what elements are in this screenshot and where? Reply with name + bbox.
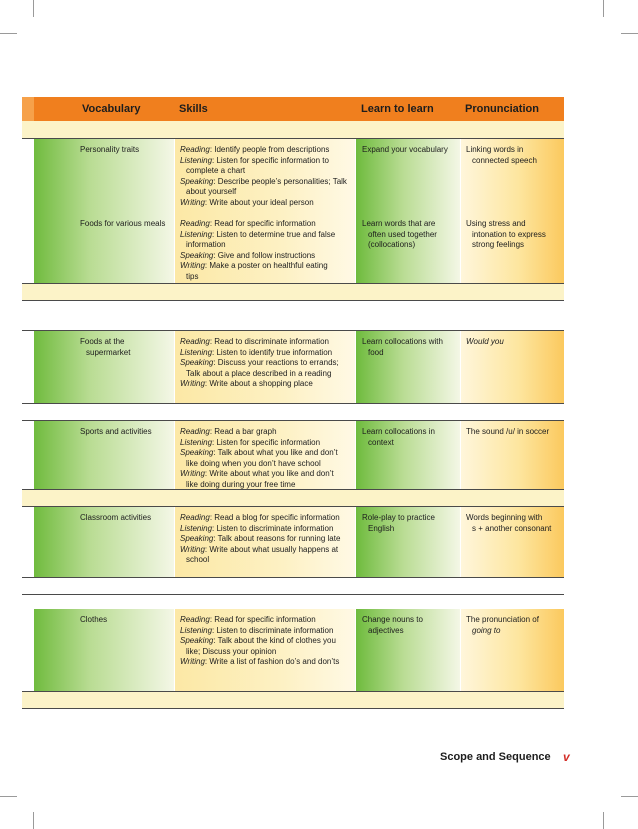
vocabulary-text: Clothes bbox=[80, 615, 108, 624]
skill-label: Reading bbox=[180, 219, 210, 228]
header-skills: Skills bbox=[179, 103, 208, 115]
horizontal-rule bbox=[22, 330, 564, 331]
horizontal-rule bbox=[22, 300, 564, 301]
skill-text: The sound /u/ in soccer bbox=[466, 427, 550, 436]
skill-label: Reading bbox=[180, 145, 210, 154]
horizontal-rule bbox=[22, 489, 564, 490]
skills-line bbox=[180, 534, 340, 545]
skill-text: : Read for specific information bbox=[209, 219, 316, 228]
vocabulary-cell bbox=[80, 337, 130, 358]
skills-line bbox=[180, 166, 347, 177]
crop-mark bbox=[621, 796, 638, 797]
learn-to-learn-cell bbox=[362, 427, 435, 448]
pronunciation-text bbox=[466, 219, 546, 230]
vocabulary-text: Classroom activities bbox=[80, 513, 152, 522]
vocabulary-cell bbox=[80, 513, 151, 524]
table-row bbox=[22, 507, 564, 577]
skill-label: Speaking bbox=[180, 176, 214, 186]
skill-text: : Read a bar graph bbox=[209, 427, 277, 436]
skill-label: Writing bbox=[180, 544, 205, 554]
skills-line bbox=[180, 448, 338, 459]
pronunciation-text bbox=[466, 427, 549, 438]
skill-label: Speaking bbox=[180, 448, 214, 457]
skills-line bbox=[180, 240, 335, 251]
learn-to-learn-text: context bbox=[368, 437, 394, 447]
learn-to-learn-text: adjectives bbox=[368, 625, 404, 635]
skills-line bbox=[180, 469, 338, 480]
horizontal-rule bbox=[22, 594, 564, 595]
skills-line bbox=[180, 524, 340, 535]
skills-line bbox=[180, 177, 347, 188]
skill-text: connected speech bbox=[472, 155, 537, 165]
pronunciation-cell bbox=[466, 145, 537, 166]
skills-cell bbox=[180, 427, 338, 490]
skill-text: going to bbox=[472, 625, 501, 635]
skill-text: : Read to discriminate information bbox=[209, 337, 329, 346]
skill-text: like; Discuss your opinion bbox=[186, 646, 277, 656]
skill-text: : Make a poster on healthful eating bbox=[204, 261, 328, 270]
pronunciation-cell bbox=[466, 219, 546, 251]
crop-mark bbox=[603, 812, 604, 829]
skills-line bbox=[180, 636, 339, 647]
pronunciation-cell bbox=[466, 513, 551, 534]
table-row bbox=[22, 331, 564, 403]
spacer-band bbox=[22, 283, 564, 300]
vocabulary-text: Foods for various meals bbox=[80, 219, 166, 228]
learn-to-learn-text: food bbox=[368, 347, 384, 357]
crop-mark bbox=[0, 33, 17, 34]
learn-to-learn-cell bbox=[362, 145, 448, 156]
skills-line bbox=[180, 230, 335, 241]
skill-text: The pronunciation of bbox=[466, 615, 539, 624]
vocabulary-cell bbox=[80, 145, 139, 156]
horizontal-rule bbox=[22, 138, 564, 139]
skill-text: s + another consonant bbox=[472, 523, 552, 533]
horizontal-rule bbox=[22, 691, 564, 692]
skill-label: Listening bbox=[180, 625, 213, 635]
spacer-band bbox=[22, 121, 564, 138]
skill-label: Speaking bbox=[180, 358, 214, 367]
crop-mark bbox=[621, 33, 638, 34]
skill-label: Writing bbox=[180, 261, 205, 270]
horizontal-rule bbox=[22, 283, 564, 284]
skills-line bbox=[180, 337, 339, 348]
skill-label: Reading bbox=[180, 427, 210, 436]
skill-text: : Give and follow instructions bbox=[213, 250, 316, 260]
skills-cell bbox=[180, 145, 347, 208]
skills-line bbox=[180, 545, 340, 556]
skills-line bbox=[180, 427, 338, 438]
skills-line bbox=[180, 379, 339, 390]
pronunciation-text bbox=[466, 240, 546, 251]
table-row bbox=[22, 609, 564, 691]
pronunciation-cell bbox=[466, 615, 539, 636]
skill-text: : Listen to discriminate information bbox=[212, 523, 334, 533]
skills-line bbox=[180, 219, 335, 230]
skill-label: Speaking bbox=[180, 636, 214, 645]
skills-line bbox=[180, 348, 339, 359]
vocabulary-text: Foods at the bbox=[80, 337, 125, 346]
skill-text: Would you bbox=[466, 337, 504, 346]
skill-text: : Write a list of fashion do’s and don’ts bbox=[204, 657, 340, 666]
page-number: v bbox=[563, 750, 570, 764]
skill-text: Linking words in bbox=[466, 145, 524, 154]
pronunciation-cell bbox=[466, 337, 504, 348]
header-vocabulary: Vocabulary bbox=[82, 103, 141, 115]
footer-title: Scope and Sequence bbox=[440, 751, 551, 763]
learn-to-learn-text: (collocations) bbox=[368, 240, 416, 249]
horizontal-rule bbox=[22, 708, 564, 709]
skill-text: : Listen for specific information to bbox=[212, 155, 329, 165]
learn-to-learn-cell bbox=[362, 219, 437, 251]
skill-label: Speaking bbox=[180, 250, 214, 260]
learn-to-learn-text: English bbox=[368, 523, 395, 533]
skill-text: like doing when you don’t have school bbox=[186, 458, 321, 468]
learn-to-learn-text: Expand your vocabulary bbox=[362, 145, 448, 154]
pronunciation-text bbox=[466, 513, 551, 524]
horizontal-rule bbox=[22, 420, 564, 421]
skills-line bbox=[180, 626, 339, 637]
skill-label: Writing bbox=[180, 379, 205, 388]
table-row bbox=[22, 421, 564, 489]
skill-label: Listening bbox=[180, 347, 213, 357]
vocabulary-text: Personality traits bbox=[80, 145, 140, 154]
skill-label: Writing bbox=[180, 197, 205, 207]
horizontal-rule bbox=[22, 403, 564, 404]
skill-text: Using stress and bbox=[466, 219, 526, 228]
learn-to-learn-cell bbox=[362, 615, 423, 636]
spacer-band bbox=[22, 691, 564, 708]
crop-mark bbox=[33, 812, 34, 829]
skill-text: : Identify people from descriptions bbox=[209, 145, 330, 154]
skill-text: : Talk about reasons for running late bbox=[213, 534, 341, 543]
pronunciation-text bbox=[466, 337, 504, 348]
skills-line bbox=[180, 272, 335, 283]
skills-line bbox=[180, 615, 339, 626]
skills-line bbox=[180, 198, 347, 209]
spacer-band bbox=[22, 489, 564, 506]
crop-mark bbox=[0, 796, 17, 797]
skill-text: tips bbox=[186, 271, 199, 281]
skill-text: : Write about what you like and don’t bbox=[204, 469, 334, 478]
skills-cell bbox=[180, 219, 335, 282]
learn-to-learn-cell bbox=[362, 337, 443, 358]
pronunciation-text bbox=[466, 156, 537, 167]
skill-text: intonation to express bbox=[472, 229, 546, 239]
vocabulary-cell bbox=[80, 427, 152, 438]
table-row bbox=[22, 213, 564, 283]
pronunciation-text bbox=[466, 145, 537, 156]
skill-label: Listening bbox=[180, 155, 213, 165]
skill-text: about yourself bbox=[186, 187, 237, 196]
skills-line bbox=[180, 261, 335, 272]
skill-text: strong feelings bbox=[472, 240, 525, 249]
learn-to-learn-text: Learn collocations with bbox=[362, 337, 443, 346]
skill-text: complete a chart bbox=[186, 166, 246, 175]
skills-line bbox=[180, 438, 338, 449]
skills-line bbox=[180, 251, 335, 262]
learn-to-learn-text: Learn collocations in bbox=[362, 427, 435, 436]
skill-label: Reading bbox=[180, 615, 210, 624]
skills-line bbox=[180, 358, 339, 369]
vocabulary-text: Sports and activities bbox=[80, 427, 152, 436]
pronunciation-text bbox=[466, 230, 546, 241]
skill-text: : Listen to determine true and false bbox=[212, 229, 336, 239]
horizontal-rule bbox=[22, 506, 564, 507]
header-learn-to-learn: Learn to learn bbox=[361, 103, 434, 115]
skills-line bbox=[180, 513, 340, 524]
skill-text: : Describe people’s personalities; Talk bbox=[213, 176, 347, 186]
skill-text: : Write about what usually happens at bbox=[204, 544, 339, 554]
pronunciation-text bbox=[466, 524, 551, 535]
vocabulary-text: supermarket bbox=[86, 347, 131, 357]
header-pronunciation: Pronunciation bbox=[465, 103, 539, 115]
learn-to-learn-text: often used together bbox=[368, 229, 437, 239]
crop-mark bbox=[603, 0, 604, 17]
skills-line bbox=[180, 145, 347, 156]
skill-label: Reading bbox=[180, 337, 210, 346]
table-header bbox=[22, 97, 564, 121]
skill-text: like doing during your free time bbox=[186, 479, 296, 489]
skills-cell bbox=[180, 337, 339, 390]
skill-label: Writing bbox=[180, 469, 205, 478]
skills-line bbox=[180, 459, 338, 470]
skill-text: : Listen for specific information bbox=[212, 437, 321, 447]
skill-text: : Listen to discriminate information bbox=[212, 625, 334, 635]
learn-to-learn-text: Learn words that are bbox=[362, 219, 436, 228]
learn-to-learn-text: Role-play to practice bbox=[362, 513, 435, 522]
skill-text: : Read a blog for specific information bbox=[209, 513, 340, 522]
table-row bbox=[22, 139, 564, 214]
skills-line bbox=[180, 657, 339, 668]
skill-text: Talk about a place described in a reading bbox=[186, 368, 332, 378]
skill-text: Words beginning with bbox=[466, 513, 543, 522]
skill-label: Writing bbox=[180, 657, 205, 666]
skill-text: : Write about your ideal person bbox=[204, 197, 314, 207]
pronunciation-text bbox=[466, 615, 539, 626]
skill-label: Reading bbox=[180, 513, 210, 522]
skill-text: : Listen to identify true information bbox=[212, 347, 333, 357]
skills-cell bbox=[180, 513, 340, 566]
skill-text: : Talk about the kind of clothes you bbox=[213, 636, 336, 645]
skills-line bbox=[180, 369, 339, 380]
skill-label: Speaking bbox=[180, 534, 214, 543]
skills-line bbox=[180, 555, 340, 566]
pronunciation-text bbox=[466, 626, 539, 637]
learn-to-learn-text: Change nouns to bbox=[362, 615, 423, 624]
skill-label: Listening bbox=[180, 437, 213, 447]
crop-mark bbox=[33, 0, 34, 17]
skills-cell bbox=[180, 615, 339, 668]
pronunciation-cell bbox=[466, 427, 549, 438]
skill-label: Listening bbox=[180, 523, 213, 533]
vocabulary-cell bbox=[80, 219, 165, 230]
skill-text: information bbox=[186, 240, 226, 249]
skill-text: : Discuss your reactions to errands; bbox=[213, 358, 339, 367]
skill-text: : Talk about what you like and don’t bbox=[213, 448, 338, 457]
skill-text: : Write about a shopping place bbox=[204, 379, 313, 388]
header-stripe bbox=[22, 97, 34, 121]
skills-line bbox=[180, 156, 347, 167]
horizontal-rule bbox=[22, 577, 564, 578]
skills-line bbox=[180, 187, 347, 198]
skill-text: school bbox=[186, 555, 210, 564]
skills-line bbox=[180, 647, 339, 658]
skill-text: : Read for specific information bbox=[209, 615, 316, 624]
skill-label: Listening bbox=[180, 229, 213, 239]
learn-to-learn-cell bbox=[362, 513, 435, 534]
vocabulary-cell bbox=[80, 615, 107, 626]
